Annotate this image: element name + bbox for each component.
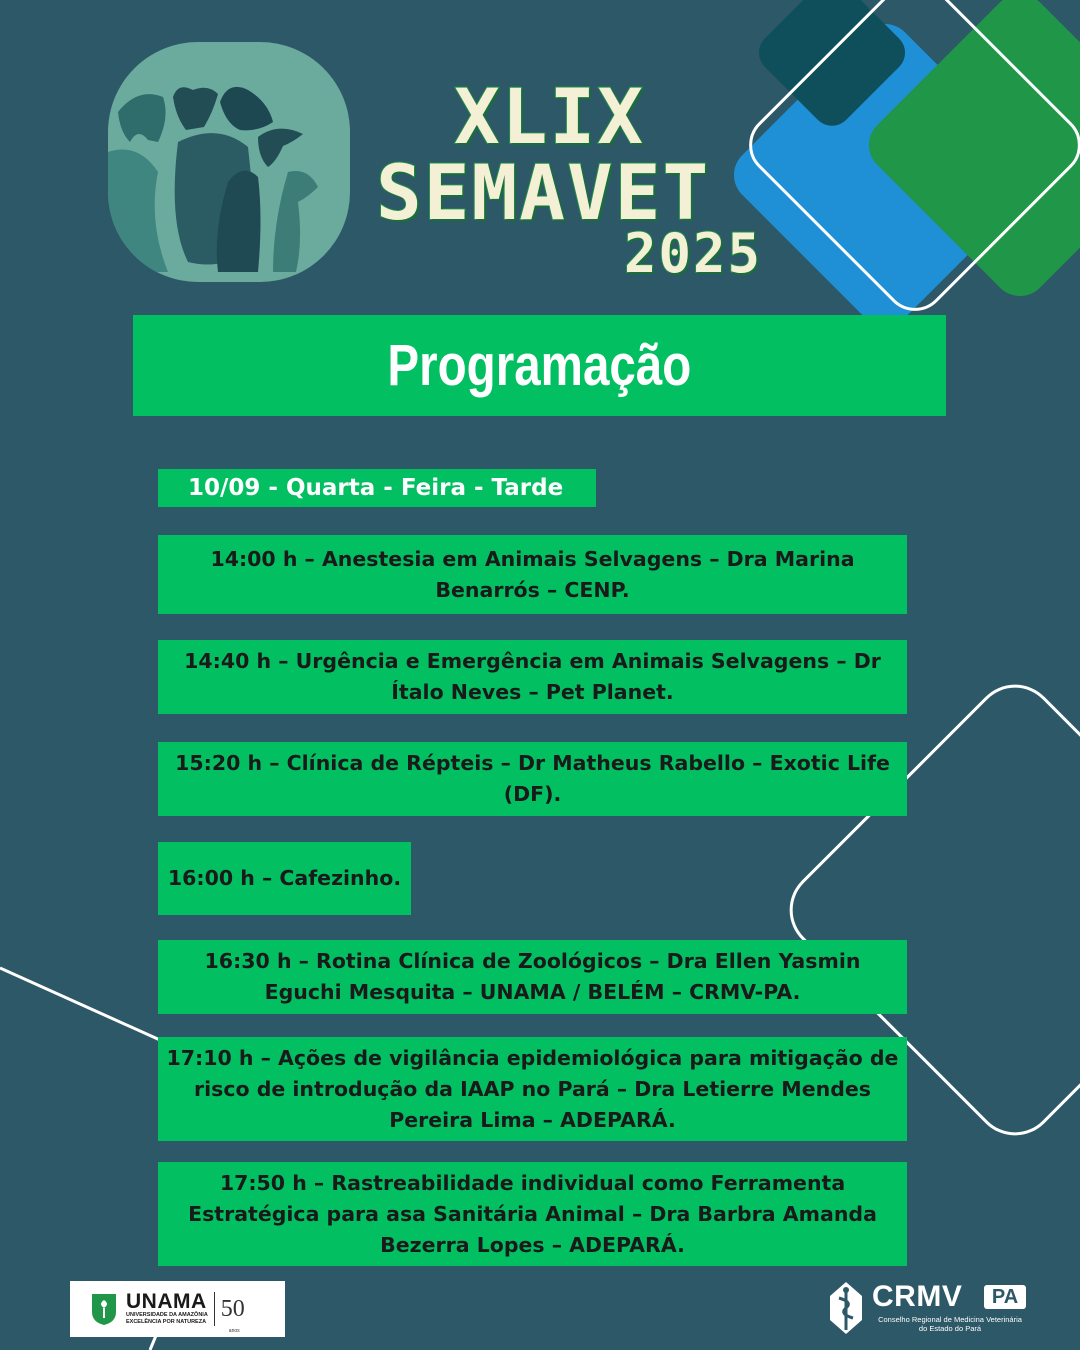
- day-label: 10/09 - Quarta - Feira - Tarde: [188, 475, 564, 501]
- crmv-description-line1: Conselho Regional de Medicina Veterinária: [878, 1315, 1022, 1324]
- schedule-item-text: 14:00 h – Anestesia em Animais Selvagens – Dra Marina Benarrós – CENP.: [210, 546, 855, 602]
- schedule-item-text: 16:30 h – Rotina Clínica de Zoológicos – Dra Ellen Yasmin Eguchi Mesquita – UNAMA / BELÉM – CRMV-PA.: [204, 949, 861, 1004]
- diagonal-line: [0, 968, 160, 1040]
- caduceus-icon: [826, 1280, 866, 1336]
- schedule-item: [158, 1037, 907, 1141]
- unama-tagline: EXCELÊNCIA POR NATUREZA: [126, 1319, 207, 1325]
- animals-emblem-icon: [108, 42, 350, 282]
- event-title-line1: XLIX: [454, 72, 646, 161]
- schedule-item-text: 15:20 h – Clínica de Répteis – Dr Matheus Rabello – Exotic Life (DF).: [175, 751, 890, 806]
- schedule-item-text: 17:50 h – Rastreabilidade individual como Ferramenta Estratégica para asa Sanitária Animal – Dra Barbra Amanda Bezerra Lopes – ADEPARÁ.: [188, 1170, 877, 1257]
- schedule-item-text: 16:00 h – Cafezinho.: [167, 866, 402, 890]
- day-label-chip: [158, 469, 596, 507]
- event-title-line2: SEMAVET: [376, 148, 711, 237]
- unama-text-block: [126, 1292, 208, 1326]
- schedule-item-text: 14:40 h – Urgência e Emergência em Animais Selvagens – Dr Ítalo Neves – Pet Planet.: [184, 649, 881, 704]
- schedule-item: [158, 940, 907, 1014]
- unama-divider: [214, 1292, 215, 1326]
- unama-name: UNAMA: [126, 1290, 207, 1313]
- schedule-item: [158, 742, 907, 816]
- program-header: [133, 315, 946, 416]
- tree-shield-icon: [90, 1292, 118, 1326]
- schedule-item: [158, 842, 411, 915]
- crmv-name: CRMV: [872, 1280, 963, 1313]
- crmv-state-badge: PA: [984, 1285, 1026, 1309]
- unama-anniversary-label: anos: [228, 1328, 240, 1334]
- crmv-description-line2: do Estado do Pará: [918, 1324, 982, 1333]
- program-title: Programação: [387, 333, 692, 398]
- schedule-item: [158, 535, 907, 614]
- schedule-item: [158, 1162, 907, 1266]
- event-year: 2025: [624, 222, 763, 285]
- unama-anniversary-number: 50: [220, 1296, 245, 1322]
- unama-subtitle: UNIVERSIDADE DA AMAZÔNIA: [126, 1312, 208, 1318]
- schedule-item-text: 17:10 h – Ações de vigilância epidemiológica para mitigação de risco de introdução da IAAP no Pará – Dra Letierre Mendes Pereira Lima – ADEPARÁ.: [166, 1045, 899, 1132]
- crmv-logo: [826, 1280, 1036, 1338]
- unama-logo: [70, 1281, 285, 1337]
- unama-anniversary: [220, 1296, 245, 1334]
- schedule-item: [158, 640, 907, 714]
